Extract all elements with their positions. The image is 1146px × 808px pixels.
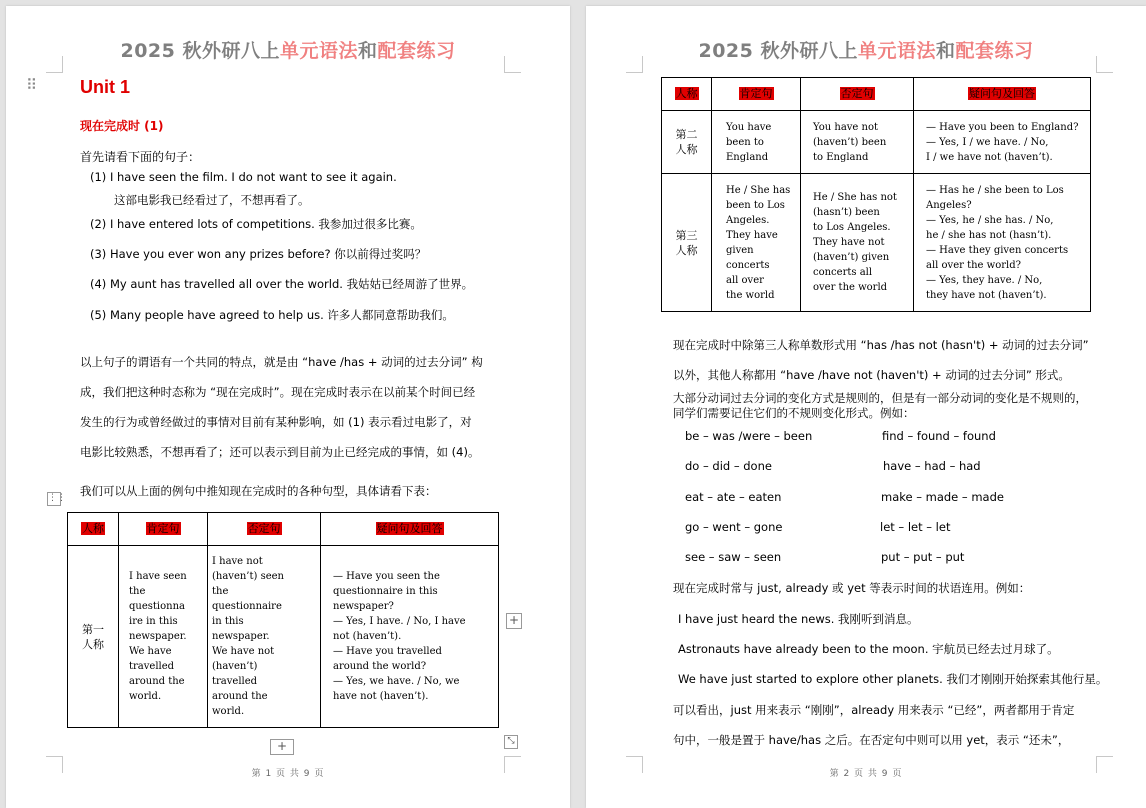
cell-line: (haven’t) <box>212 661 258 672</box>
cell-line: (hasn’t) been <box>813 207 880 218</box>
add-row-icon[interactable]: + <box>270 739 294 755</box>
cell-line: to England <box>813 151 869 163</box>
person-cell <box>662 174 712 312</box>
document-page-1 <box>6 6 570 808</box>
cell-line: They have <box>726 229 778 241</box>
cell-line: They have not <box>813 237 885 248</box>
cell-line: in this <box>212 616 244 627</box>
page-header <box>586 36 1146 63</box>
cell-line: have not (haven’t). <box>333 691 429 702</box>
question-cell <box>914 174 1091 312</box>
cell-line: You have not <box>813 121 878 133</box>
header-question: 疑问句及回答 <box>969 87 1035 100</box>
paragraph: 以外，其他人称都用 “have /have not (haven't) + 动词的过去分词” 形式。 <box>673 368 1070 382</box>
verb-form: let – let – let <box>880 520 951 534</box>
cell-line: England <box>726 151 769 163</box>
cell-line: concerts all <box>813 267 873 278</box>
cell-line: the world <box>726 289 775 301</box>
verb-form: make – made – made <box>881 490 1004 504</box>
cell-line: the <box>129 586 146 597</box>
cell-text <box>129 569 203 704</box>
cell-line: around the <box>212 691 268 702</box>
verb-form: eat – ate – eaten <box>685 490 782 504</box>
person-label: 第二人称 <box>675 128 698 156</box>
header-question: 疑问句及回答 <box>376 522 443 535</box>
drag-handle-icon[interactable]: ⠿ <box>26 76 35 94</box>
page-footer: 第 1 页 共 9 页 <box>251 769 325 779</box>
header-text: 2025 秋外研八上 <box>698 40 858 62</box>
example-sentence: We have just started to explore other planets. 我们才刚刚开始探索其他行星。 <box>678 672 1108 686</box>
cell-text <box>212 554 316 719</box>
verb-form: be – was /were – been <box>685 429 813 443</box>
person-label: 第一人称 <box>82 622 104 651</box>
table-resize-icon[interactable]: ⤡ <box>504 735 518 749</box>
example-sentence: (1) I have seen the film. I do not want to see it again. <box>90 170 397 184</box>
verb-form: see – saw – seen <box>685 550 782 564</box>
example-sentence: (2) I have entered lots of competitions. 我参加过很多比赛。 <box>90 217 422 231</box>
cell-line: — Have you travelled <box>333 646 442 657</box>
header-positive: 肯定句 <box>739 87 773 100</box>
grammar-table-1 <box>67 512 499 728</box>
table-move-icon[interactable]: ⋮⋮ <box>47 492 61 506</box>
table-header-cell <box>662 78 712 111</box>
cell-line: — Has he / she been to Los <box>926 184 1064 196</box>
verb-form: go – went – gone <box>685 520 783 534</box>
cell-line: ire in this <box>129 616 178 627</box>
cell-line: not (haven’t). <box>333 631 402 642</box>
cell-line: newspaper. <box>212 631 270 642</box>
cell-line: — Yes, I have. / No, I have <box>333 616 466 627</box>
cell-line: questionnaire <box>212 601 282 612</box>
header-text-pink: 配套练习 <box>955 40 1034 62</box>
cell-line: He / She has <box>726 184 791 196</box>
cell-text <box>333 569 494 704</box>
verb-form: put – put – put <box>881 550 965 564</box>
cell-line: over the world <box>813 282 888 293</box>
table-header-cell <box>321 513 499 546</box>
paragraph: 可以看出，just 用来表示 “刚刚”，already 用来表示 “已经”，两者都用于肯定 <box>673 703 1075 717</box>
paragraph: 以上句子的谓语有一个共同的特点，就是由 “have /has + 动词的过去分词” 构 <box>80 355 483 369</box>
example-sentence: Astronauts have already been to the moon. 宇航员已经去过月球了。 <box>678 642 1059 656</box>
positive-cell <box>712 174 801 312</box>
cell-line: I have seen <box>129 571 187 582</box>
page-footer: 第 2 页 共 9 页 <box>829 769 903 779</box>
question-cell <box>321 546 499 728</box>
negative-cell <box>801 111 914 174</box>
cell-line: Angeles? <box>926 199 972 211</box>
cell-line: been to <box>726 136 764 148</box>
verb-form: have – had – had <box>883 459 981 473</box>
table-header-cell <box>68 513 119 546</box>
document-page-2 <box>586 6 1146 808</box>
header-person: 人称 <box>675 87 698 100</box>
cell-line: newspaper? <box>333 601 394 612</box>
person-cell <box>68 546 119 728</box>
cell-line: world. <box>212 706 245 717</box>
cell-line: travelled <box>129 661 175 672</box>
cell-text <box>926 183 1086 303</box>
cell-line: You have <box>726 121 772 133</box>
cell-text <box>813 190 909 295</box>
cell-text <box>726 120 796 165</box>
cell-line: newspaper. <box>129 631 187 642</box>
example-sentence: (4) My aunt has travelled all over the world. 我姑姑已经周游了世界。 <box>90 277 474 291</box>
paragraph: 现在完成时中除第三人称单数形式用 “has /has not (hasn't) + 动词的过去分词” <box>673 338 1089 352</box>
cell-line: been to Los <box>726 199 785 211</box>
cell-line: travelled <box>212 676 258 687</box>
paragraph: 发生的行为或曾经做过的事情对目前有某种影响，如 (1) 表示看过电影了，对 <box>80 415 472 429</box>
cell-line: concerts <box>726 259 770 271</box>
cell-line: — Yes, they have. / No, <box>926 274 1043 286</box>
cell-line: — Have you seen the <box>333 571 440 582</box>
cell-line: — Yes, I / we have. / No, <box>926 136 1049 148</box>
paragraph: 我们可以从上面的例句中推知现在完成时的各种句型，具体请看下表： <box>80 484 437 498</box>
header-text: 和 <box>935 40 956 62</box>
paragraph: 成，我们把这种时态称为 “现在完成时”。现在完成时表示在以前某个时间已经 <box>80 385 476 399</box>
paragraph: 句中，一般是置于 have/has 之后。在否定句中则可以用 yet，表示 “还未”， <box>673 733 1070 747</box>
negative-cell <box>801 174 914 312</box>
header-negative: 否定句 <box>840 87 874 100</box>
cell-line: given <box>726 244 754 256</box>
cell-line: We have not <box>212 646 275 657</box>
cell-line: around the world? <box>333 661 427 672</box>
example-sentence: (5) Many people have agreed to help us. 许多人都同意帮助我们。 <box>90 308 454 322</box>
cell-line: — Have you been to England? <box>926 121 1079 133</box>
verb-form: find – found – found <box>882 429 996 443</box>
table-header-cell <box>712 78 801 111</box>
example-sentence: (3) Have you ever won any prizes before? 你以前得过奖吗？ <box>90 247 427 261</box>
cell-line: He / She has not <box>813 192 897 203</box>
person-label: 第三人称 <box>675 228 698 257</box>
cell-line: around the <box>129 676 185 687</box>
cell-line: — Yes, he / she has. / No, <box>926 214 1054 226</box>
grammar-table-2 <box>661 77 1091 312</box>
paragraph: 电影比较熟悉，不想再看了；还可以表示到目前为止已经完成的事情，如 (4)。 <box>80 445 480 459</box>
table-header-cell <box>801 78 914 111</box>
header-text-pink: 单元语法 <box>279 40 358 62</box>
header-text: 和 <box>357 40 378 62</box>
cell-line: I / we have not (haven’t). <box>926 151 1053 163</box>
header-text: 2025 秋外研八上 <box>120 40 280 62</box>
unit-title: Unit 1 <box>80 77 131 97</box>
cell-text <box>813 120 909 165</box>
cell-line: all over <box>726 274 764 286</box>
cell-line: (haven’t) been <box>813 136 887 148</box>
negative-cell <box>208 546 321 728</box>
header-negative: 否定句 <box>247 522 281 535</box>
paragraph: 同学们需要记住它们的不规则变化形式。例如： <box>673 406 915 420</box>
table-header-cell <box>119 513 208 546</box>
header-text-pink: 配套练习 <box>377 40 456 62</box>
person-cell <box>662 111 712 174</box>
cell-line: all over the world? <box>926 259 1021 271</box>
header-text-pink: 单元语法 <box>857 40 936 62</box>
paragraph: 首先请看下面的句子： <box>80 150 201 164</box>
cell-line: questionna <box>129 601 185 612</box>
example-translation: 这部电影我已经看过了，不想再看了。 <box>114 193 310 207</box>
cell-line: questionnaire in this <box>333 586 438 597</box>
example-sentence: I have just heard the news. 我刚听到消息。 <box>678 612 919 626</box>
paragraph: 大部分动词过去分词的变化方式是规则的，但是有一部分动词的变化是不规则的， <box>673 391 1087 405</box>
cell-line: they have not (haven’t). <box>926 289 1047 301</box>
table-header-cell <box>208 513 321 546</box>
paragraph: 现在完成时常与 just, already 或 yet 等表示时间的状语连用。例如： <box>673 581 1031 595</box>
header-positive: 肯定句 <box>146 522 180 535</box>
cell-line: he / she has not (hasn’t). <box>926 229 1052 241</box>
cell-line: (haven’t) seen <box>212 571 284 582</box>
cell-line: We have <box>129 646 172 657</box>
cell-line: I have not <box>212 556 263 567</box>
cell-line: Angeles. <box>726 214 770 226</box>
cell-line: to Los Angeles. <box>813 222 891 233</box>
verb-form: do – did – done <box>685 459 772 473</box>
section-title: 现在完成时 (1) <box>80 119 164 133</box>
question-cell <box>914 111 1091 174</box>
cell-line: world. <box>129 691 162 702</box>
cell-text <box>726 183 796 303</box>
add-column-icon[interactable]: + <box>506 613 522 629</box>
cell-line: the <box>212 586 229 597</box>
cell-line: — Yes, we have. / No, we <box>333 676 460 687</box>
cell-line: (haven’t) given <box>813 252 890 263</box>
page-header <box>6 36 570 63</box>
header-person: 人称 <box>82 522 104 535</box>
table-header-cell <box>914 78 1091 111</box>
positive-cell <box>712 111 801 174</box>
cell-line: — Have they given concerts <box>926 244 1069 256</box>
positive-cell <box>119 546 208 728</box>
cell-text <box>926 120 1086 165</box>
